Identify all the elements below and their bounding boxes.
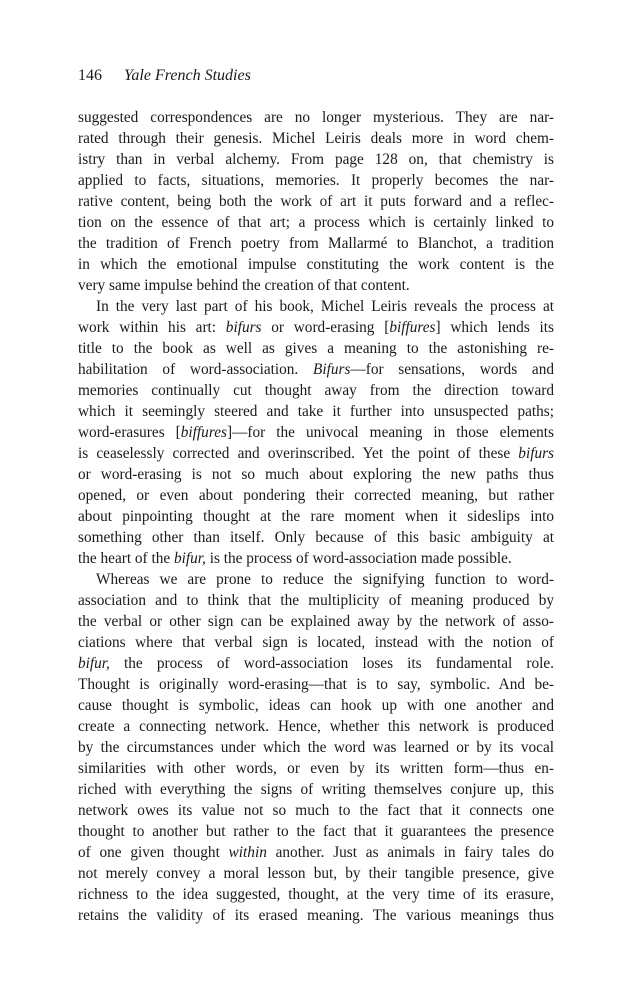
italic-text-segment: bifur,: [174, 550, 206, 567]
text-segment: the tradition of French poetry from Mallarmé to Blanchot, a tradition: [78, 235, 554, 252]
text-segment: the process of word-association loses its fundamental role.: [109, 655, 554, 672]
text-line: [78, 590, 554, 611]
text-line: [78, 233, 554, 254]
text-segment: about pinpointing thought at the rare moment when it sideslips into: [78, 508, 554, 525]
text-line: [78, 695, 554, 716]
text-segment: or word-erasing is not so much about exploring the new paths thus: [78, 466, 554, 483]
running-head: [78, 66, 251, 86]
text-line: [78, 821, 554, 842]
text-segment: very same impulse behind the creation of that content.: [78, 277, 410, 294]
text-segment: work within his art:: [78, 319, 226, 336]
text-segment: similarities with other words, or even by its written form—thus en-: [78, 760, 554, 777]
text-line: [78, 674, 554, 695]
text-segment: —for sensations, words and: [350, 361, 555, 378]
body-text: [78, 107, 554, 926]
text-line: [78, 863, 554, 884]
text-segment: network owes its value not so much to the fact that it connects one: [78, 802, 554, 819]
text-segment: by the circumstances under which the word was learned or by its vocal: [78, 739, 554, 756]
text-segment: in which the emotional impulse constituting the work content is the: [78, 256, 554, 273]
text-line: [78, 107, 554, 128]
text-line: [78, 275, 554, 296]
text-segment: suggested correspondences are no longer mysterious. They are nar-: [78, 109, 554, 126]
text-line: [78, 800, 554, 821]
text-segment: richness to the idea suggested, thought, at the very time of its erasure,: [78, 886, 554, 903]
text-segment: retains the validity of its erased meaning. The various meanings thus: [78, 907, 554, 924]
text-line: [78, 758, 554, 779]
text-line: [78, 653, 554, 674]
text-line: [78, 884, 554, 905]
italic-text-segment: bifur,: [78, 655, 110, 672]
text-segment: rated through their genesis. Michel Leiris deals more in word chem-: [78, 130, 554, 147]
text-segment: thought to another but rather to the fact that it guarantees the presence: [78, 823, 554, 840]
text-line: [78, 359, 554, 380]
text-line: [78, 905, 554, 926]
text-line: [78, 128, 554, 149]
text-segment: something other than itself. Only because of this basic ambiguity at: [78, 529, 554, 546]
text-line: [78, 506, 554, 527]
italic-text-segment: Bifurs: [313, 361, 351, 378]
italic-text-segment: within: [228, 844, 267, 861]
text-line: [78, 779, 554, 800]
text-segment: applied to facts, situations, memories. It properly becomes the nar-: [78, 172, 554, 189]
text-line: [78, 632, 554, 653]
italic-text-segment: biffures: [180, 424, 227, 441]
text-segment: or word-erasing [: [261, 319, 390, 336]
italic-text-segment: biffures: [389, 319, 436, 336]
text-segment: association and to think that the multiplicity of meaning produced by: [78, 592, 554, 609]
text-segment: another. Just as animals in fairy tales do: [266, 844, 554, 861]
journal-title: Yale French Studies: [124, 67, 251, 84]
text-segment: the heart of the: [78, 550, 174, 567]
text-line: [78, 464, 554, 485]
text-line: [78, 212, 554, 233]
text-line: [78, 191, 554, 212]
text-segment: tion on the essence of that art; a process which is certainly linked to: [78, 214, 554, 231]
text-line: [78, 485, 554, 506]
text-line: [78, 149, 554, 170]
text-segment: word-erasures [: [78, 424, 181, 441]
text-segment: create a connecting network. Hence, whether this network is produced: [78, 718, 554, 735]
text-line: [78, 611, 554, 632]
text-segment: of one given thought: [78, 844, 229, 861]
text-line: [78, 716, 554, 737]
italic-text-segment: bifurs: [518, 445, 554, 462]
text-segment: riched with everything the signs of writing themselves conjure up, this: [78, 781, 554, 798]
text-line: [78, 296, 554, 317]
text-line: [78, 422, 554, 443]
text-segment: memories continually cut thought away from the direction toward: [78, 382, 554, 399]
text-segment: Thought is originally word-erasing—that is to say, symbolic. And be-: [78, 676, 554, 693]
text-segment: cause thought is symbolic, ideas can hook up with one another and: [78, 697, 554, 714]
text-line: [78, 569, 554, 590]
text-segment: not merely convey a moral lesson but, by their tangible presence, give: [78, 865, 554, 882]
text-line: [78, 443, 554, 464]
page-number: 146: [78, 67, 102, 84]
text-segment: which it seemingly steered and take it further into unsuspected paths;: [78, 403, 554, 420]
text-segment: Whereas we are prone to reduce the signifying function to word-: [96, 571, 554, 588]
text-line: [78, 380, 554, 401]
text-line: [78, 254, 554, 275]
text-segment: is ceaselessly corrected and overinscribed. Yet the point of these: [78, 445, 519, 462]
text-line: [78, 737, 554, 758]
text-segment: opened, or even about pondering their corrected meaning, but rather: [78, 487, 554, 504]
text-line: [78, 317, 554, 338]
text-segment: istry than in verbal alchemy. From page 128 on, that chemistry is: [78, 151, 554, 168]
text-line: [78, 338, 554, 359]
text-segment: title to the book as well as gives a meaning to the astonishing re-: [78, 340, 554, 357]
text-segment: ciations where that verbal sign is located, instead with the notion of: [78, 634, 554, 651]
text-line: [78, 527, 554, 548]
text-segment: is the process of word-association made possible.: [205, 550, 512, 567]
text-segment: habilitation of word-association.: [78, 361, 314, 378]
text-line: [78, 548, 554, 569]
text-segment: In the very last part of his book, Michel Leiris reveals the process at: [96, 298, 554, 315]
text-segment: the verbal or other sign can be explained away by the network of asso-: [78, 613, 554, 630]
text-line: [78, 170, 554, 191]
text-segment: ] which lends its: [435, 319, 554, 336]
text-line: [78, 401, 554, 422]
italic-text-segment: bifurs: [225, 319, 262, 336]
text-line: [78, 842, 554, 863]
text-segment: rative content, being both the work of art it puts forward and a reflec-: [78, 193, 554, 210]
text-segment: ]—for the univocal meaning in those elements: [226, 424, 555, 441]
